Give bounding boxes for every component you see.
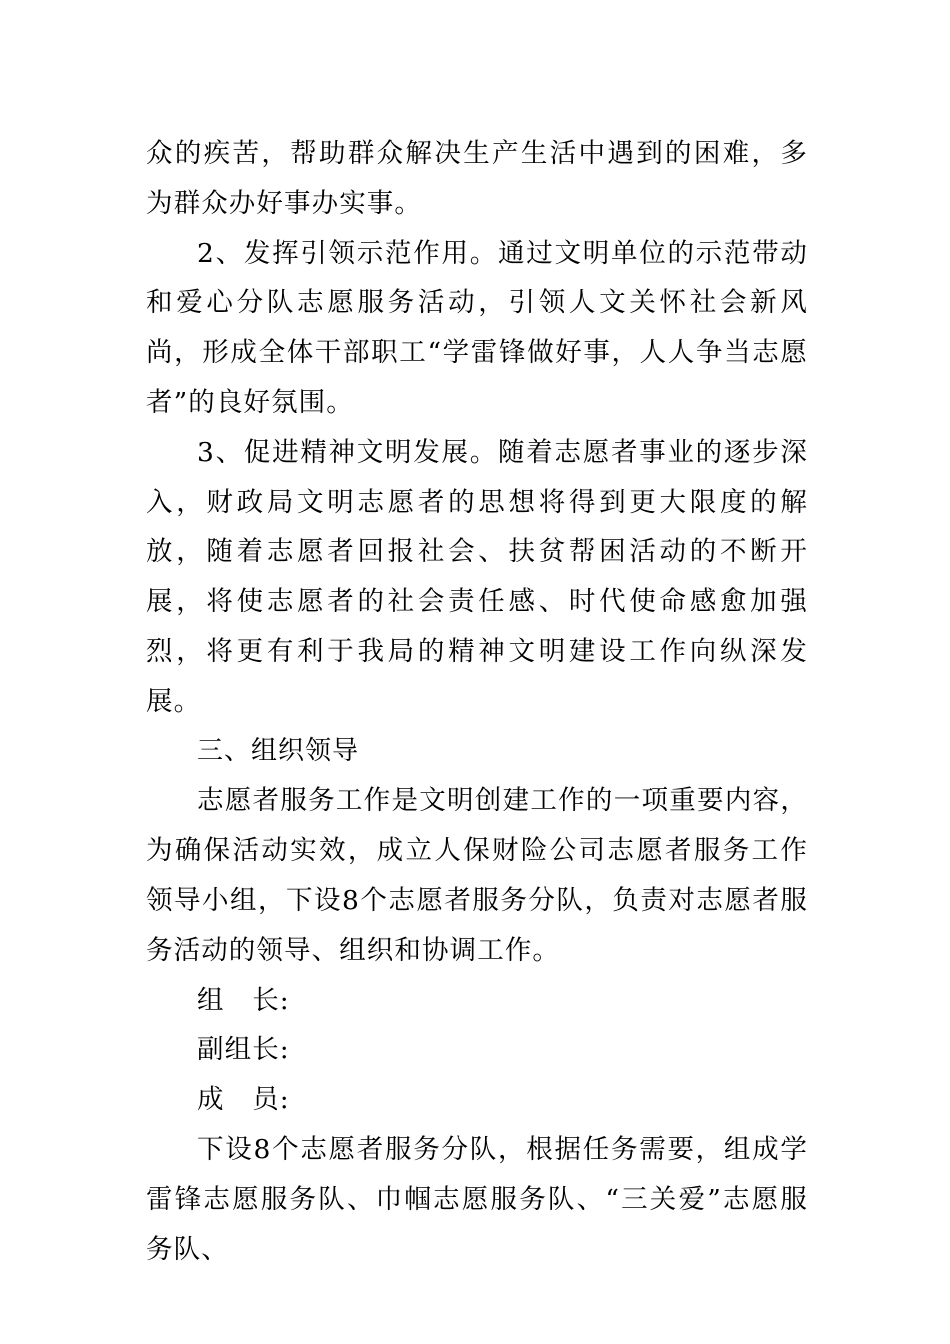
field-deputy-leader: 副组长: — [197, 1034, 290, 1066]
paragraph-teams: 下设8个志愿者服务分队，根据任务需要，组成学雷锋志愿服务队、巾帼志愿服务队、“三关爱”志愿服务队、 — [146, 1133, 808, 1265]
field-members: 成 员: — [197, 1084, 290, 1116]
paragraph-organization: 志愿者服务工作是文明创建工作的一项重要内容，为确保活动实效，成立人保财险公司志愿者服务工作领导小组，下设8个志愿者服务分队，负责对志愿者服务活动的领导、组织和协调工作。 — [146, 785, 808, 966]
section-heading: 三、组织领导 — [197, 735, 360, 766]
paragraph-continuation: 众的疾苦，帮助群众解决生产生活中遇到的困难，多为群众办好事办实事。 — [146, 138, 808, 219]
paragraph-item-2: 2、发挥引领示范作用。通过文明单位的示范带动和爱心分队志愿服务活动，引领人文关怀社会新风尚，形成全体干部职工“学雷锋做好事，人人争当志愿者”的良好氛围。 — [146, 237, 808, 418]
field-leader: 组 长: — [197, 984, 290, 1016]
document-page — [146, 129, 808, 1274]
paragraph-item-3: 3、促进精神文明发展。随着志愿者事业的逐步深入，财政局文明志愿者的思想将得到更大限度的解放，随着志愿者回报社会、扶贫帮困活动的不断开展，将使志愿者的社会责任感、时代使命感愈加强烈，将更有利于我局的精神文明建设工作向纵深发展。 — [146, 436, 808, 717]
